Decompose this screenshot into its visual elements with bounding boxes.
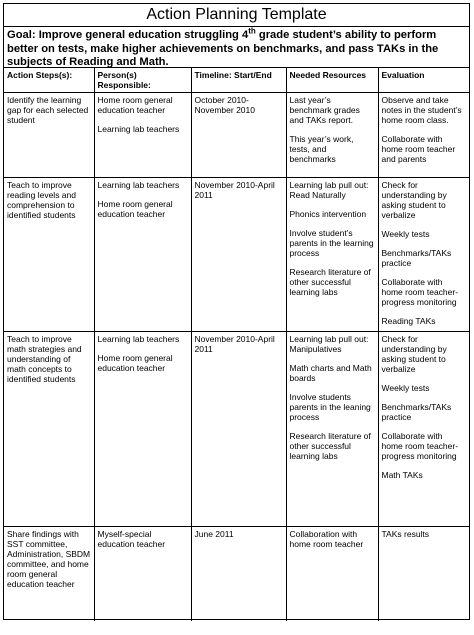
cell-text: Home room general education teacher bbox=[97, 353, 173, 373]
header-row bbox=[4, 68, 469, 93]
table-row bbox=[4, 93, 469, 178]
cell-evaluation bbox=[378, 332, 469, 527]
header-persons-responsible: Person(s) Responsible: bbox=[94, 68, 191, 93]
cell-text: Math charts and Math boards bbox=[289, 363, 372, 383]
cell-persons bbox=[94, 527, 191, 621]
cell-text: Home room general education teacher bbox=[97, 199, 173, 219]
cell-text: October 2010-November 2010 bbox=[194, 95, 255, 115]
header-timeline: Timeline: Start/End bbox=[191, 68, 286, 93]
cell-persons bbox=[94, 332, 191, 527]
cell-timeline bbox=[191, 527, 286, 621]
cell-text: Learning lab pull out: Manipulatives bbox=[289, 334, 369, 354]
cell-action-step bbox=[4, 93, 94, 178]
cell-persons bbox=[94, 178, 191, 332]
cell-action-step bbox=[4, 178, 94, 332]
cell-action-step bbox=[4, 332, 94, 527]
goal-statement bbox=[4, 27, 469, 68]
cell-text: Reading TAKs bbox=[381, 316, 436, 326]
cell-text: Involve students parents in the leaning process bbox=[289, 392, 371, 422]
cell-text: Check for understanding by asking student to verbalize bbox=[381, 180, 447, 220]
cell-text: Involve student’s parents in the learning process bbox=[289, 228, 374, 258]
cell-text: Learning lab teachers bbox=[97, 180, 180, 190]
table-row bbox=[4, 332, 469, 527]
cell-timeline bbox=[191, 332, 286, 527]
cell-text: TAKs results bbox=[381, 529, 430, 539]
cell-text: Collaboration with home room teacher bbox=[289, 529, 364, 549]
cell-timeline bbox=[191, 93, 286, 178]
cell-text: Myself-special education teacher bbox=[97, 529, 166, 549]
cell-text: June 2011 bbox=[194, 529, 234, 539]
cell-text: Observe and take notes in the student’s home room class. bbox=[381, 95, 462, 125]
cell-evaluation bbox=[378, 527, 469, 621]
goal-suffix: grade student’s ability to perform better on tests, make higher achievements on benchmarks, and pass TAKs in the subjects of Reading and Math. bbox=[7, 29, 439, 68]
header-evaluation: Evaluation bbox=[378, 68, 469, 93]
cell-text: November 2010-April 2011 bbox=[194, 180, 275, 200]
cell-text: Math TAKs bbox=[381, 470, 423, 480]
cell-text: Last year’s benchmark grades and TAKs report. bbox=[289, 95, 360, 125]
header-needed-resources: Needed Resources bbox=[286, 68, 378, 93]
cell-evaluation bbox=[378, 93, 469, 178]
cell-text: Collaborate with home room teacher and parents bbox=[381, 134, 456, 164]
cell-text: Collaborate with home room teacher-progress monitoring bbox=[381, 277, 459, 307]
table-row bbox=[4, 178, 469, 332]
cell-text: Weekly tests bbox=[381, 383, 430, 393]
cell-text: Identify the learning gap for each selected student bbox=[7, 95, 89, 125]
cell-resources bbox=[286, 93, 378, 178]
cell-timeline bbox=[191, 178, 286, 332]
action-planning-sheet bbox=[3, 3, 470, 620]
goal-superscript: th bbox=[248, 26, 256, 36]
cell-text: Weekly tests bbox=[381, 229, 430, 239]
cell-text: Teach to improve math strategies and understanding of math concepts to identified students bbox=[7, 334, 82, 384]
action-plan-table bbox=[4, 68, 469, 621]
cell-text: Phonics intervention bbox=[289, 209, 367, 219]
cell-persons bbox=[94, 93, 191, 178]
cell-text: Benchmarks/TAKs practice bbox=[381, 402, 452, 422]
cell-action-step bbox=[4, 527, 94, 621]
cell-text: Research literature of other successful learning labs bbox=[289, 431, 371, 461]
cell-text: Learning lab teachers bbox=[97, 334, 180, 344]
cell-text: Check for understanding by asking student to verbalize bbox=[381, 334, 447, 374]
cell-text: Research literature of other successful learning labs bbox=[289, 267, 371, 297]
cell-resources bbox=[286, 332, 378, 527]
cell-text: Benchmarks/TAKs practice bbox=[381, 248, 452, 268]
header-action-steps: Action Steps(s): bbox=[4, 68, 94, 93]
cell-text: Learning lab teachers bbox=[97, 124, 180, 134]
cell-evaluation bbox=[378, 178, 469, 332]
cell-text: November 2010-April 2011 bbox=[194, 334, 275, 354]
cell-text: Collaborate with home room teacher-progress monitoring bbox=[381, 431, 459, 461]
page-title: Action Planning Template bbox=[4, 4, 469, 27]
cell-resources bbox=[286, 527, 378, 621]
table-row bbox=[4, 527, 469, 621]
cell-resources bbox=[286, 178, 378, 332]
cell-text: Learning lab pull out: Read Naturally bbox=[289, 180, 369, 200]
cell-text: Home room general education teacher bbox=[97, 95, 173, 115]
cell-text: This year’s work, tests, and benchmarks bbox=[289, 134, 354, 164]
cell-text: Teach to improve reading levels and comprehension to identified students bbox=[7, 180, 76, 220]
goal-prefix: Goal: Improve general education struggling 4 bbox=[7, 29, 249, 41]
cell-text: Share findings with SST committee, Administration, SBDM committee, and home room general education teacher bbox=[7, 529, 91, 589]
